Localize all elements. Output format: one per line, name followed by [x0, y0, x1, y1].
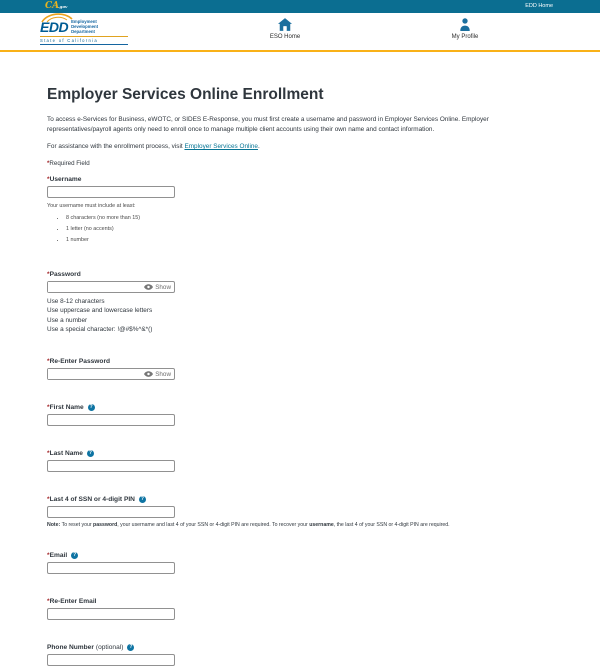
required-asterisk: *	[47, 358, 50, 366]
ssn-pin-field-group	[47, 496, 553, 528]
username-hint-list	[47, 213, 553, 246]
intro-paragraph: To access e-Services for Business, eWOTC, or SIDES E-Response, you must first create a username and password in Employer Services Online. Employer representatives/payroll agents only need to enroll once to manage multiple client accounts using their own name and contact information.	[47, 116, 489, 133]
edd-logo[interactable]	[40, 15, 128, 45]
help-icon[interactable]: ?	[140, 496, 144, 503]
phone-optional-text: (optional)	[95, 644, 124, 652]
username-hint-item: • 1 letter (no accents)	[66, 224, 553, 235]
assistance-suffix: .	[257, 143, 260, 150]
required-asterisk: *	[47, 552, 50, 560]
nav-my-profile-label: My Profile	[451, 34, 479, 40]
last-name-label: * Last Name ?	[47, 450, 92, 458]
required-asterisk: *	[47, 160, 50, 167]
password-label: * Password	[47, 271, 81, 278]
required-asterisk: *	[47, 404, 50, 412]
username-input[interactable]	[47, 186, 175, 198]
password-input[interactable]	[48, 282, 141, 292]
person-icon	[430, 18, 500, 32]
eye-icon	[144, 284, 153, 290]
help-icon[interactable]: ?	[88, 450, 92, 457]
reenter-password-label: * Re-Enter Password	[47, 358, 111, 366]
ssn-pin-note: Note: To reset your password, your username and last 4 of your SSN or 4-digit PIN are required. To recover your username, the last 4 of your SSN or 4-digit PIN are required.	[47, 522, 450, 529]
first-name-label: * First Name ?	[47, 404, 93, 412]
reenter-password-input[interactable]	[48, 369, 141, 379]
phone-field-group	[47, 644, 553, 666]
nav-eso-home-label: ESO Home	[269, 34, 301, 40]
username-field-group	[47, 176, 553, 246]
help-icon[interactable]: ?	[89, 404, 93, 411]
required-asterisk: *	[47, 176, 50, 183]
reenter-password-input-wrapper	[47, 368, 175, 380]
required-asterisk: *	[47, 496, 50, 504]
help-icon[interactable]: ?	[73, 552, 77, 559]
edd-home-link[interactable]: EDD Home	[525, 3, 553, 9]
reenter-password-show-button[interactable]: Show	[141, 371, 174, 378]
reenter-email-label: * Re-Enter Email	[47, 598, 97, 606]
edd-logo-state-text: State of California	[40, 36, 128, 45]
first-name-field-group	[47, 404, 553, 426]
required-asterisk: *	[47, 598, 50, 606]
password-field-group	[47, 271, 553, 334]
password-hint-item: Use a number	[47, 316, 88, 324]
username-label: * Username	[47, 176, 82, 183]
ssn-pin-label: * Last 4 of SSN or 4-digit PIN ?	[47, 496, 144, 504]
help-icon[interactable]: ?	[129, 644, 133, 651]
edd-logo-text: EDD	[40, 19, 69, 35]
first-name-input[interactable]	[47, 414, 175, 426]
edd-logo-dept-text: Employment Development Department	[71, 19, 99, 34]
nav-my-profile[interactable]	[430, 18, 500, 40]
required-field-note: *Required Field	[47, 160, 90, 167]
username-hint-item: • 8 characters (no more than 15)	[66, 213, 553, 224]
password-show-button[interactable]: Show	[141, 284, 174, 291]
home-icon	[250, 18, 320, 32]
username-hint-item: • 1 number	[66, 235, 553, 246]
email-input[interactable]	[47, 562, 175, 574]
reenter-email-field-group	[47, 598, 553, 620]
password-hint-item: Use a special character: !@#$%^&*()	[47, 325, 153, 333]
assistance-prefix: For assistance with the enrollment process, visit	[47, 143, 185, 150]
ca-gov-logo-ca: CA	[45, 1, 60, 11]
required-asterisk: *	[47, 450, 50, 458]
email-field-group	[47, 552, 553, 574]
utility-bar	[0, 0, 600, 13]
page-title: Employer Services Online Enrollment	[47, 86, 324, 103]
ca-gov-logo[interactable]	[45, 1, 67, 12]
site-header	[0, 13, 600, 52]
edd-logo-arcs-icon	[40, 14, 74, 22]
phone-input[interactable]	[47, 654, 175, 666]
ssn-pin-input[interactable]	[47, 506, 175, 518]
employer-services-online-link[interactable]: Employer Services Online	[184, 143, 258, 150]
password-hints	[47, 297, 553, 334]
username-hint-title: Your username must include at least:	[47, 203, 136, 209]
ca-gov-logo-gov: .gov	[58, 4, 68, 9]
last-name-input[interactable]	[47, 460, 175, 472]
reenter-password-field-group	[47, 358, 553, 380]
required-asterisk: *	[47, 271, 50, 278]
main-content	[0, 52, 600, 666]
last-name-field-group	[47, 450, 553, 472]
email-label: * Email ?	[47, 552, 77, 560]
password-hint-item: Use uppercase and lowercase letters	[47, 307, 153, 315]
eye-icon	[144, 371, 153, 377]
reenter-email-input[interactable]	[47, 608, 175, 620]
password-input-wrapper	[47, 281, 175, 293]
password-hint-item: Use 8-12 characters	[47, 298, 105, 305]
assistance-line	[47, 143, 553, 150]
nav-eso-home[interactable]	[250, 18, 320, 40]
phone-label: Phone Number (optional) ?	[47, 644, 133, 652]
